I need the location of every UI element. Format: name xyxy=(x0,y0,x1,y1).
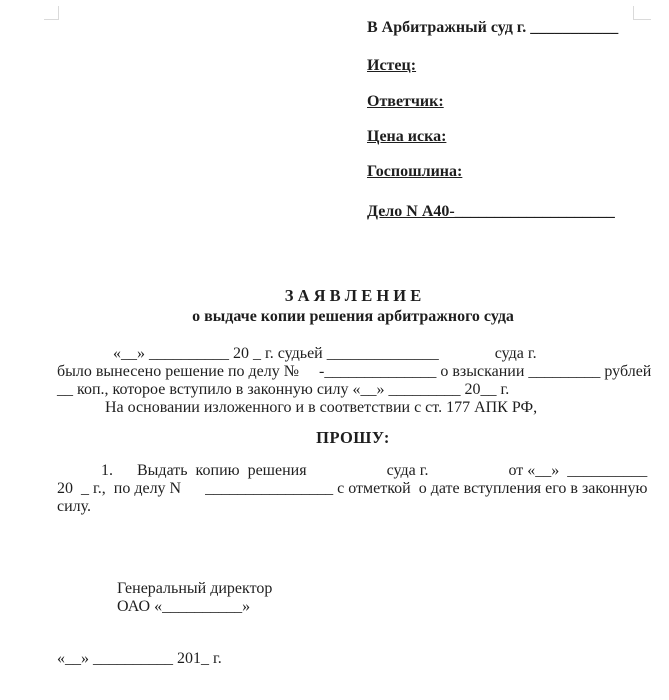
signature-position-line: Генеральный директор xyxy=(117,580,273,597)
signature-company-line: ОАО «__________» xyxy=(117,598,251,615)
court-address-line: В Арбитражный суд г. ___________ xyxy=(367,19,619,36)
request-line-1: 1. Выдать копию решения суда г. от «__» __________ xyxy=(57,462,648,479)
date-line: «__» __________ 201_ г. xyxy=(57,650,222,667)
document-title: З А Я В Л Е Н И Е xyxy=(284,286,422,305)
claim-price-label: Цена иска: xyxy=(367,128,447,145)
defendant-label: Ответчик: xyxy=(367,93,444,110)
case-number-line: Дело N А40-____________________ xyxy=(367,203,615,220)
body-line-2: было вынесено решение по делу № -______________ о взыскании _________ рублей xyxy=(57,363,652,380)
body-line-1: «__» __________ 20 _ г. судьей ______________ суда г. xyxy=(57,345,537,362)
body-line-3: __ коп., которое вступило в законную силу «__» _________ 20__ г. xyxy=(57,381,510,398)
body-line-4: На основании изложенного и в соответствии с ст. 177 АПК РФ, xyxy=(57,399,538,416)
request-line-2: 20 _ г., по делу N ________________ с отметкой о дате вступления его в законную xyxy=(57,480,648,497)
state-duty-label: Госпошлина: xyxy=(367,163,463,180)
request-heading: ПРОШУ: xyxy=(316,428,390,447)
plaintiff-label: Истец: xyxy=(367,57,417,74)
text-boundary-corner-top-right-icon xyxy=(633,6,651,20)
text-boundary-corner-top-left-icon xyxy=(44,6,59,20)
request-line-3: силу. xyxy=(57,498,92,515)
document-subtitle: о выдаче копии решения арбитражного суда xyxy=(192,308,514,325)
